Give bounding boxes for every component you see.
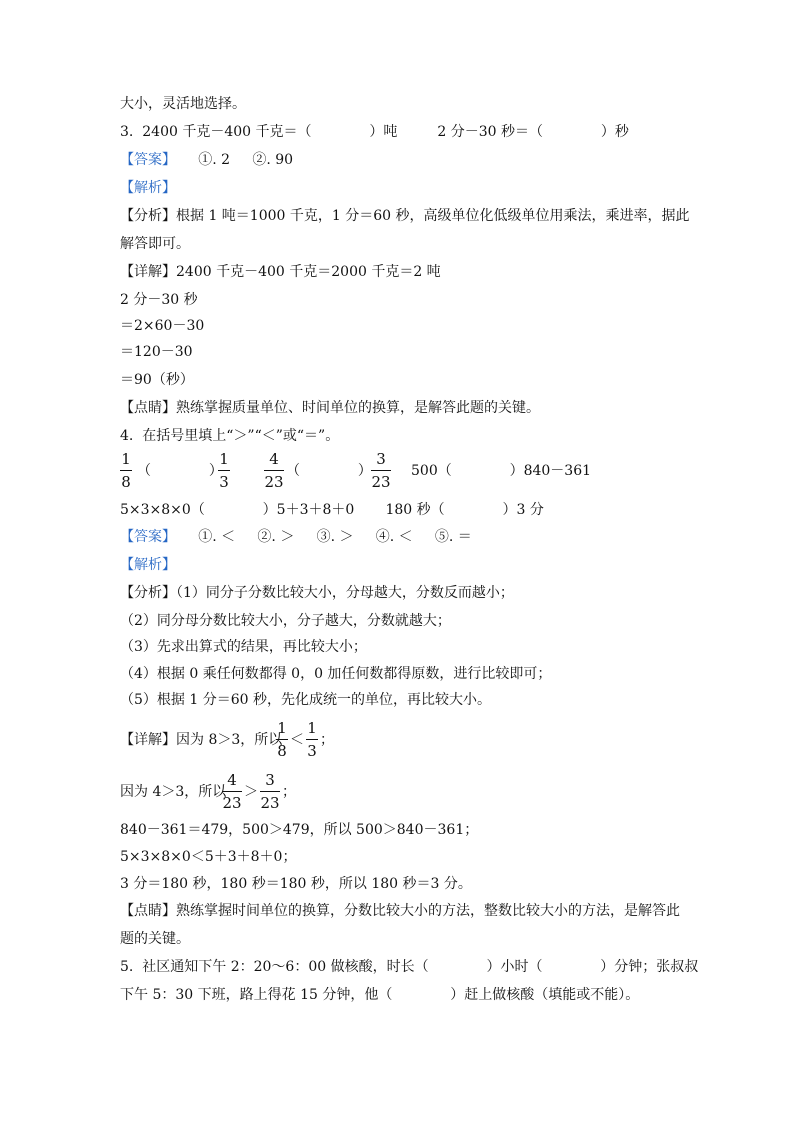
q4-xiangjie-prefix-1: 【详解】因为 8＞3，所以: [120, 732, 283, 748]
q4-fenxi-line-1: 【分析】（1）同分子分数比较大小，分母越大，分数反而越小；: [120, 585, 514, 601]
numerator: 4: [227, 771, 237, 789]
fraction-1-3: [306, 719, 318, 760]
semicolon: ；: [320, 732, 334, 748]
denominator: 8: [277, 742, 287, 760]
q3-fenxi-line-2: 解答即可。: [120, 236, 190, 252]
q4-row-2: 5×3×8×0（ ）5＋3＋8＋0 180 秒（ ）3 分: [120, 502, 544, 518]
fraction-bar: [264, 470, 284, 471]
q4-xiangjie-line-3: 840－361＝479，500＞479，所以 500＞840－361；: [120, 822, 479, 838]
intro-line: 大小，灵活地选择。: [120, 96, 246, 112]
numerator: 1: [121, 450, 131, 468]
q3-dianjing: 【点睛】熟练掌握质量单位、时间单位的换算，是解答此题的关键。: [120, 400, 540, 416]
answer-tag: 【答案】: [120, 152, 176, 168]
q4-item-3: 500（ ）840－361: [411, 463, 592, 479]
answer-tag: 【答案】: [120, 529, 176, 545]
less-than-sign: ＜: [290, 732, 304, 748]
question-5-line-1: 5. 社区通知下午 2：20～6：00 做核酸，时长（ ）小时（ ）分钟；张叔叔: [120, 959, 699, 975]
denominator: 23: [260, 794, 280, 812]
q4-dianjing-line-2: 题的关键。: [120, 931, 190, 947]
q3-xiangjie-line-5: ＝90（秒）: [120, 372, 194, 388]
blank-paren-1: （ ）: [137, 463, 223, 479]
fraction-1-8: [276, 719, 288, 760]
denominator: 23: [371, 473, 391, 491]
denominator: 23: [264, 473, 284, 491]
denominator: 23: [222, 794, 242, 812]
numerator: 1: [219, 450, 229, 468]
q3-fenxi-line-1: 【分析】根据 1 吨＝1000 千克，1 分＝60 秒，高级单位化低级单位用乘法，乘进率，据此: [120, 208, 690, 224]
fraction-bar: [306, 739, 318, 740]
q3-xiangjie-line-3: ＝2×60－30: [120, 318, 205, 334]
question-3: 3. 2400 千克－400 千克＝（ ）吨 2 分－30 秒＝（ ）秒: [120, 124, 629, 140]
fraction-bar: [120, 470, 132, 471]
q4-fenxi-line-5: （5）根据 1 分＝60 秒，先化成统一的单位，再比较大小。: [120, 692, 491, 708]
q4-dianjing-line-1: 【点睛】熟练掌握时间单位的换算，分数比较大小的方法，整数比较大小的方法，是解答此: [120, 903, 680, 919]
denominator: 3: [307, 742, 317, 760]
numerator: 1: [277, 719, 287, 737]
denominator: 3: [219, 473, 229, 491]
fraction-4-23: [222, 771, 242, 812]
fraction-3-23: [260, 771, 280, 812]
numerator: 4: [269, 450, 279, 468]
q3-answer: [120, 150, 293, 170]
question-4: 4. 在括号里填上“＞”“＜”或“＝”。: [120, 428, 340, 444]
numerator: 3: [265, 771, 275, 789]
fraction-4-23: [264, 450, 284, 491]
answer-text: ①. ＜ ②. ＞ ③. ＞ ④. ＜ ⑤. ＝: [198, 529, 472, 545]
fraction-bar: [260, 791, 280, 792]
fraction-3-23: [371, 450, 391, 491]
q3-xiangjie-line-1: 【详解】2400 千克－400 千克＝2000 千克＝2 吨: [120, 264, 441, 280]
fraction-bar: [222, 791, 242, 792]
fraction-1-8: [120, 450, 132, 491]
fraction-bar: [218, 470, 230, 471]
q4-xiangjie-prefix-2: 因为 4＞3，所以: [120, 784, 227, 800]
q4-fenxi-line-2: （2）同分母分数比较大小，分子越大，分数就越大；: [120, 613, 451, 629]
fraction-bar: [276, 739, 288, 740]
fraction-1-3: [218, 450, 230, 491]
denominator: 8: [121, 473, 131, 491]
q3-jiexi-tag: 【解析】: [120, 180, 176, 196]
numerator: 1: [307, 719, 317, 737]
q4-fenxi-line-3: （3）先求出算式的结果，再比较大小；: [120, 639, 367, 655]
q4-fenxi-line-4: （4）根据 0 乘任何数都得 0，0 加任何数都得原数，进行比较即可；: [120, 666, 552, 682]
fraction-bar: [371, 470, 391, 471]
q3-xiangjie-line-2: 2 分－30 秒: [120, 292, 198, 308]
answer-text: ①. 2 ②. 90: [198, 152, 294, 168]
q4-xiangjie-line-5: 3 分＝180 秒，180 秒＝180 秒，所以 180 秒＝3 分。: [120, 876, 472, 892]
question-5-line-2: 下午 5：30 下班，路上得花 15 分钟，他（ ）赶上做核酸（填能或不能）。: [120, 987, 640, 1003]
greater-than-sign: ＞: [244, 784, 258, 800]
q4-answer: [120, 527, 472, 547]
q4-xiangjie-line-4: 5×3×8×0＜5＋3＋8＋0；: [120, 849, 297, 865]
q3-xiangjie-line-4: ＝120－30: [120, 344, 193, 360]
semicolon: ；: [282, 784, 296, 800]
numerator: 3: [376, 450, 386, 468]
blank-paren-2: （ ）: [286, 463, 372, 479]
q4-jiexi-tag: 【解析】: [120, 557, 176, 573]
